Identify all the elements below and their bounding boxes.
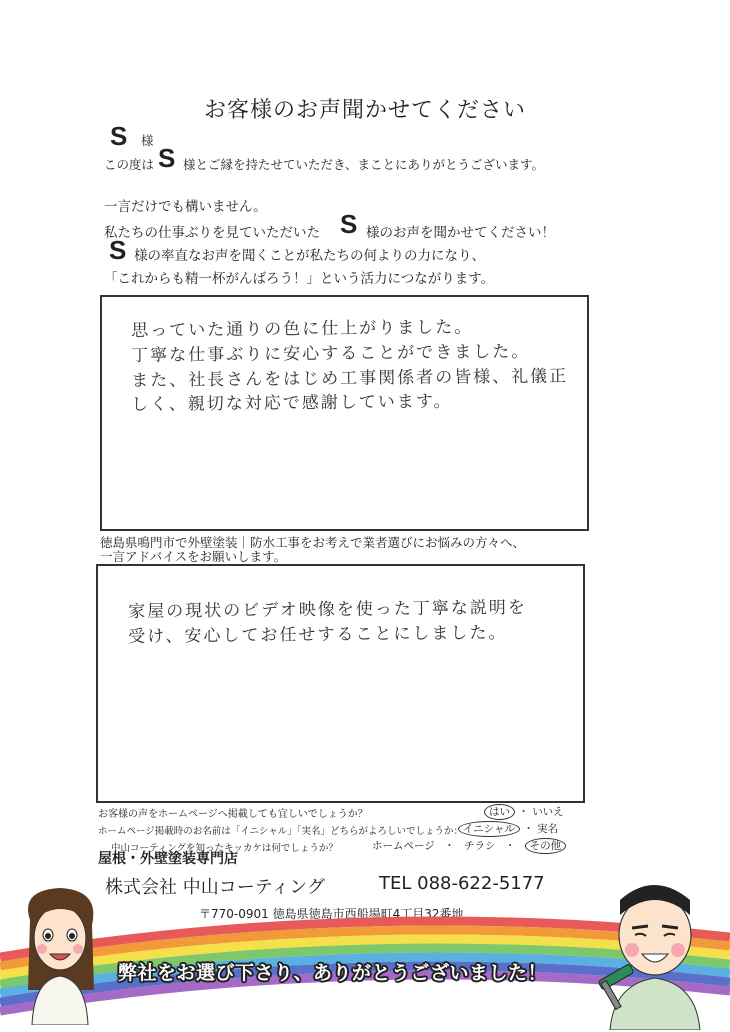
- question-line: 徳島県鳴門市で外壁塗装｜防水工事をお考えで業者選びにお悩みの方々へ、: [100, 535, 526, 550]
- customer-initial: S: [340, 209, 358, 239]
- customer-initial: S: [158, 143, 176, 173]
- question-line: 一言アドバイスをお願いします。: [100, 549, 287, 564]
- intro-line: 様の率直なお声を聞くことが私たちの何よりの力になり、: [134, 248, 485, 264]
- customer-initial: S: [109, 235, 127, 265]
- separator: ・: [523, 823, 534, 835]
- answer-no: いいえ: [532, 806, 564, 818]
- answer-homepage: ホームページ: [372, 840, 435, 852]
- woman-illustration-icon: [10, 880, 110, 1025]
- intro-line: 私たちの仕事ぶりを見ていただいた: [104, 225, 320, 241]
- intro-line: 一言だけでも構いません。: [104, 199, 267, 215]
- specialty-label: 屋根・外壁塗装専門店: [98, 851, 238, 867]
- intro-line: 「これからも精一杯がんばろう！」という活力につながります。: [104, 271, 495, 287]
- president-illustration-icon: [590, 880, 720, 1030]
- answer-initial-circled: イニシャル: [458, 821, 520, 837]
- handwritten-line: 思っていた通りの色に仕上がりました。: [131, 317, 474, 341]
- answer-flyer: チラシ: [463, 840, 496, 852]
- company-address: 〒770-0901 徳島県徳島市西船場町4丁目32番地: [199, 907, 464, 921]
- customer-initial: S: [110, 121, 128, 151]
- company-name: 株式会社 中山コーティング: [105, 877, 325, 898]
- survey-q2: ホームページ掲載時のお名前は「イニシャル」「実名」どちらがよろしいでしょうか：: [98, 826, 463, 837]
- thanks-suffix: 様とご縁を持たせていただき、まことにありがとうございます。: [183, 157, 545, 172]
- page-title: お客様のお声聞かせてください: [203, 98, 526, 123]
- handwritten-line: 丁寧な仕事ぶりに安心することができました。: [131, 341, 531, 366]
- answer-real-name: 実名: [537, 823, 559, 835]
- company-tel: TEL 088-622-5177: [379, 873, 545, 894]
- handwritten-line: 家屋の現状のビデオ映像を使った丁寧な説明を: [128, 597, 527, 622]
- honorific: 様: [141, 133, 154, 148]
- survey-q3: 中山コーティングを知ったキッカケは何でしょうか？: [111, 843, 338, 854]
- handwritten-line: 受け、安心してお任せすることにしました。: [128, 623, 508, 647]
- thanks-prefix: この度は: [104, 157, 155, 172]
- separator: ・: [518, 806, 529, 818]
- separator: ・: [444, 840, 455, 852]
- thank-you-banner: 弊社をお選び下さり、ありがとうございました！: [118, 962, 548, 984]
- survey-q2-answers: [458, 821, 558, 837]
- separator: ・: [504, 840, 516, 852]
- handwritten-line: しく、親切な対応で感謝しています。: [131, 391, 453, 415]
- answer-yes-circled: はい: [484, 804, 515, 820]
- survey-q1: お客様の声をホームページへ掲載しても宜しいでしょうか？: [98, 809, 368, 820]
- answer-other-circled: その他: [525, 838, 567, 854]
- handwritten-line: また、社長さんをはじめ工事関係者の皆様、礼儀正: [131, 366, 569, 391]
- intro-line: 様のお声を聞かせてください！: [366, 225, 555, 241]
- survey-q3-answers: [372, 838, 566, 854]
- survey-q1-answers: [484, 804, 564, 820]
